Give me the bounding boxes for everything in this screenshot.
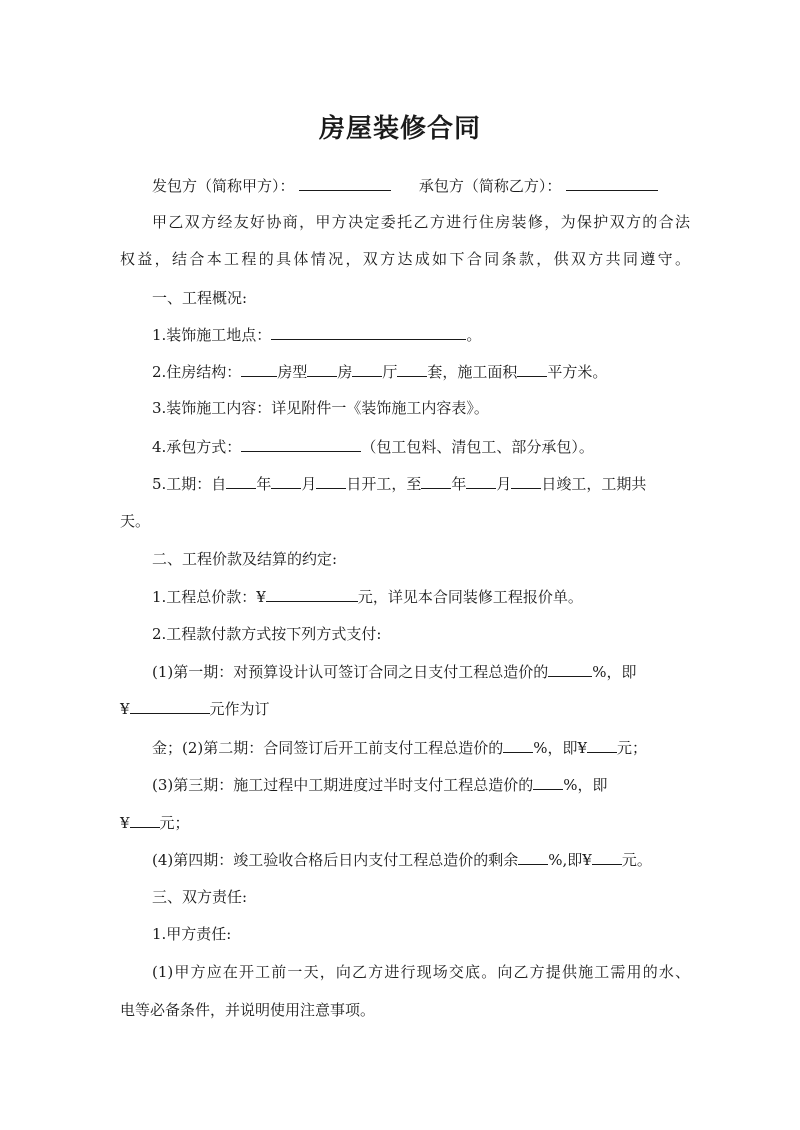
item-construction-site (152, 324, 690, 345)
item-label: 1.工程总价款：¥ (152, 588, 266, 606)
party-b-label: 承包方（简称乙方）： (418, 177, 562, 195)
fill-blank (592, 849, 622, 865)
item-text: 年 (256, 475, 272, 493)
item-label: 4.承包方式： (152, 438, 242, 456)
fill-blank (587, 737, 617, 753)
item-text: 年 (451, 475, 467, 493)
fill-blank (518, 849, 548, 865)
fill-blank (517, 361, 547, 377)
fill-blank (421, 473, 451, 489)
item-text: 平方米。 (547, 363, 608, 381)
fill-blank (241, 436, 361, 452)
currency-symbol: ¥ (120, 700, 130, 718)
fill-blank (548, 661, 592, 677)
item-label: 5.工期：自 (152, 475, 227, 493)
site-blank (271, 324, 466, 340)
document-title: 房屋装修合同 (318, 114, 481, 144)
item-text: 日开工，至 (346, 475, 422, 493)
party-a-label: 发包方（简称甲方）： (152, 177, 295, 195)
phase-text: 元； (159, 814, 190, 832)
item-label: 1.装饰施工地点： (152, 326, 272, 344)
intro-line-1: 甲乙双方经友好协商，甲方决定委托乙方进行住房装修，为保护双方的合法 (152, 213, 690, 231)
item-text: 厅 (382, 363, 398, 381)
phase-text: 元。 (621, 851, 652, 869)
fill-blank (533, 774, 563, 790)
phase-text: %，即 (592, 663, 637, 681)
currency-symbol: ¥ (120, 814, 130, 832)
item-duration-cont: 天。 (120, 512, 151, 530)
item-text: 月 (496, 475, 512, 493)
phase-text: (4)第四期：竣工验收合格后日内支付工程总造价的剩余 (152, 851, 519, 869)
fill-blank (241, 361, 277, 377)
fill-blank (352, 361, 382, 377)
duty-para-line-1: (1)甲方应在开工前一天，向乙方进行现场交底。向乙方提供施工需用的水、 (152, 963, 690, 981)
phase-text: %，即 (563, 776, 608, 794)
party-a-blank (299, 175, 391, 191)
fill-blank (271, 473, 301, 489)
phase-text: (1)第一期：对预算设计认可签订合同之日支付工程总造价的 (152, 663, 549, 681)
phase-text: 元作为订 (209, 700, 270, 718)
payment-phase-3 (152, 774, 690, 795)
item-text: 月 (301, 475, 317, 493)
fill-blank (397, 361, 427, 377)
item-text: 日竣工，工期共 (541, 475, 647, 493)
payment-phase-2 (152, 737, 690, 758)
fill-blank (503, 737, 533, 753)
fill-blank (130, 812, 160, 828)
phase-text: %,即¥ (548, 851, 592, 869)
phase-text: 金；(2)第二期：合同签订后开工前支付工程总造价的 (152, 739, 504, 757)
fill-blank (130, 698, 210, 714)
item-end: （包工包料、清包工、部分承包）。 (361, 438, 594, 456)
item-end: 元，详见本合同装修工程报价单。 (357, 588, 583, 606)
item-housing-structure (152, 361, 690, 382)
item-party-a-duties: 1.甲方责任: (152, 925, 232, 943)
item-label: 2.住房结构： (152, 363, 242, 381)
fill-blank (511, 473, 541, 489)
payment-phase-1 (152, 661, 690, 682)
item-total-price (152, 586, 690, 607)
phase-text: (3)第三期：施工过程中工期进度过半时支付工程总造价的 (152, 776, 534, 794)
fill-blank (466, 473, 496, 489)
item-contract-mode (152, 436, 690, 457)
parties-line (152, 175, 690, 196)
party-b-blank (566, 175, 658, 191)
item-text: 房 (337, 363, 353, 381)
duty-para-line-2: 电等必备条件，并说明使用注意事项。 (120, 1001, 376, 1019)
payment-phase-3-cont (120, 812, 690, 833)
payment-phase-4 (152, 849, 690, 870)
intro-line-2: 权益，结合本工程的具体情况，双方达成如下合同条款，供双方共同遵守。 (120, 250, 690, 268)
item-payment-method: 2.工程款付款方式按下列方式支付: (152, 625, 382, 643)
section-1-heading: 一、工程概况: (152, 289, 248, 307)
phase-text: %，即¥ (533, 739, 588, 757)
payment-phase-1-cont (120, 698, 690, 719)
item-end: 。 (466, 326, 482, 344)
item-duration (152, 473, 690, 494)
fill-blank (266, 586, 358, 602)
item-text: 套，施工面积 (427, 363, 518, 381)
fill-blank (316, 473, 346, 489)
item-construction-content: 3.装饰施工内容：详见附件一《装饰施工内容表》。 (152, 399, 489, 417)
section-3-heading: 三、双方责任: (152, 888, 248, 906)
section-2-heading: 二、工程价款及结算的约定: (152, 550, 338, 568)
fill-blank (307, 361, 337, 377)
phase-text: 元； (617, 739, 648, 757)
item-text: 房型 (277, 363, 308, 381)
fill-blank (226, 473, 256, 489)
